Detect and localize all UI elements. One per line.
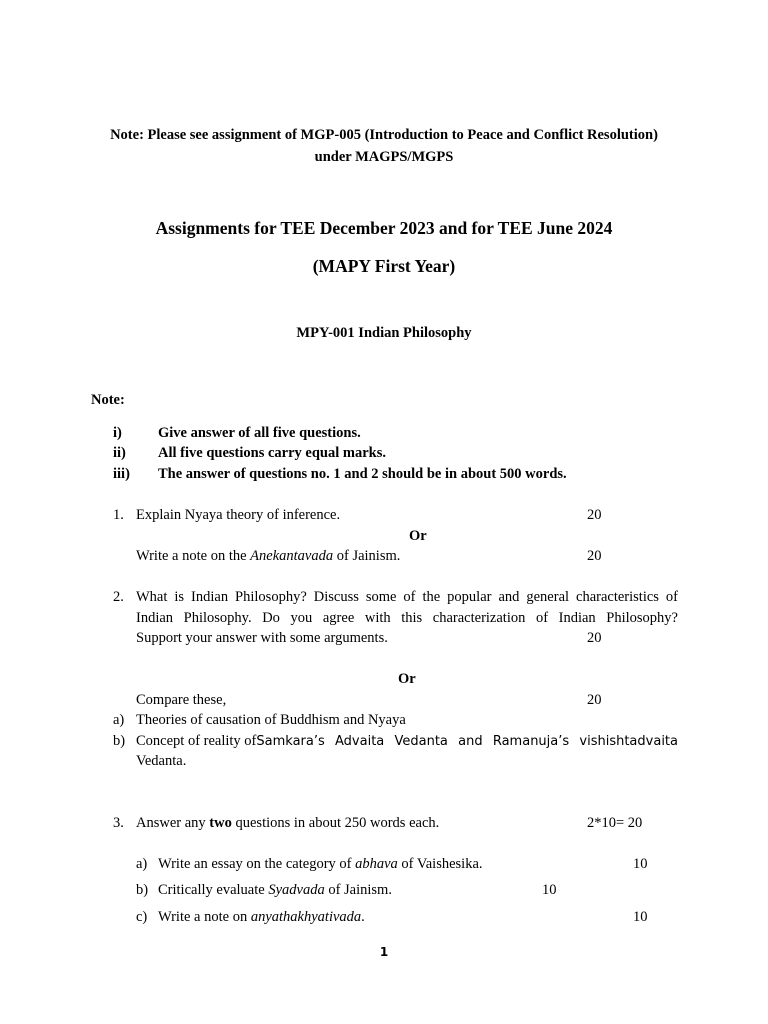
sub-item-label: c) xyxy=(136,909,148,925)
question-2-line3: Support your answer with some arguments. xyxy=(136,630,388,646)
question-2-line2: Indian Philosophy. Do you agree with this characterization of Indian Philosophy? xyxy=(136,610,678,626)
marks: 20 xyxy=(587,507,602,523)
instruction-text: The answer of questions no. 1 and 2 should be in about 500 words. xyxy=(158,466,567,482)
compare-item-b-line2: Vedanta. xyxy=(136,753,187,769)
marks: 10 xyxy=(633,856,648,872)
marks: 10 xyxy=(542,882,557,898)
sub-item-label: b) xyxy=(113,733,126,749)
question-2-line1: What is Indian Philosophy? Discuss some of the popular and general characteristics of xyxy=(136,589,678,605)
or-divider: Or xyxy=(409,528,427,544)
instructions-label: Note: xyxy=(91,392,125,408)
instruction-num: iii) xyxy=(113,466,130,482)
instruction-num: ii) xyxy=(113,445,126,461)
marks: 2*10= 20 xyxy=(587,815,643,831)
course-title: MPY-001 Indian Philosophy xyxy=(296,325,472,341)
sub-item-label: a) xyxy=(136,856,148,872)
compare-item-b-line1: Concept of reality of Samkara’s Advaita Vedanta and Ramanuja’s vishishtadvaita xyxy=(136,733,678,749)
question-1-text: Explain Nyaya theory of inference. xyxy=(136,507,341,523)
instruction-text: All five questions carry equal marks. xyxy=(158,445,386,461)
marks: 10 xyxy=(633,909,648,925)
sub-item-label: a) xyxy=(113,712,125,728)
marks: 20 xyxy=(587,548,602,564)
question-3-item-b: Critically evaluate Syadvada of Jainism. xyxy=(158,882,392,898)
header-note-line1: Note: Please see assignment of MGP-005 (Introduction to Peace and Conflict Resolution) xyxy=(110,127,658,143)
question-3-item-c: Write a note on anyathakhyativada. xyxy=(158,909,365,925)
sub-title: (MAPY First Year) xyxy=(312,256,456,276)
question-3-text: Answer any two questions in about 250 words each. xyxy=(136,815,440,831)
instruction-text: Give answer of all five questions. xyxy=(158,425,361,441)
page-number: 1 xyxy=(379,945,389,959)
or-divider: Or xyxy=(398,671,416,687)
question-3-item-a: Write an essay on the category of abhava of Vaishesika. xyxy=(158,856,483,872)
compare-item-a: Theories of causation of Buddhism and Nyaya xyxy=(136,712,406,728)
marks: 20 xyxy=(587,692,602,708)
question-1-alt-text: Write a note on the Anekantavada of Jainism. xyxy=(136,548,401,564)
main-title: Assignments for TEE December 2023 and for TEE June 2024 xyxy=(155,218,613,238)
marks: 20 xyxy=(587,630,602,646)
question-number: 2. xyxy=(113,589,124,605)
instruction-num: i) xyxy=(113,425,122,441)
question-number: 1. xyxy=(113,507,124,523)
question-number: 3. xyxy=(113,815,124,831)
header-note-line2: under MAGPS/MGPS xyxy=(314,149,454,165)
sub-item-label: b) xyxy=(136,882,149,898)
compare-text: Compare these, xyxy=(136,692,227,708)
